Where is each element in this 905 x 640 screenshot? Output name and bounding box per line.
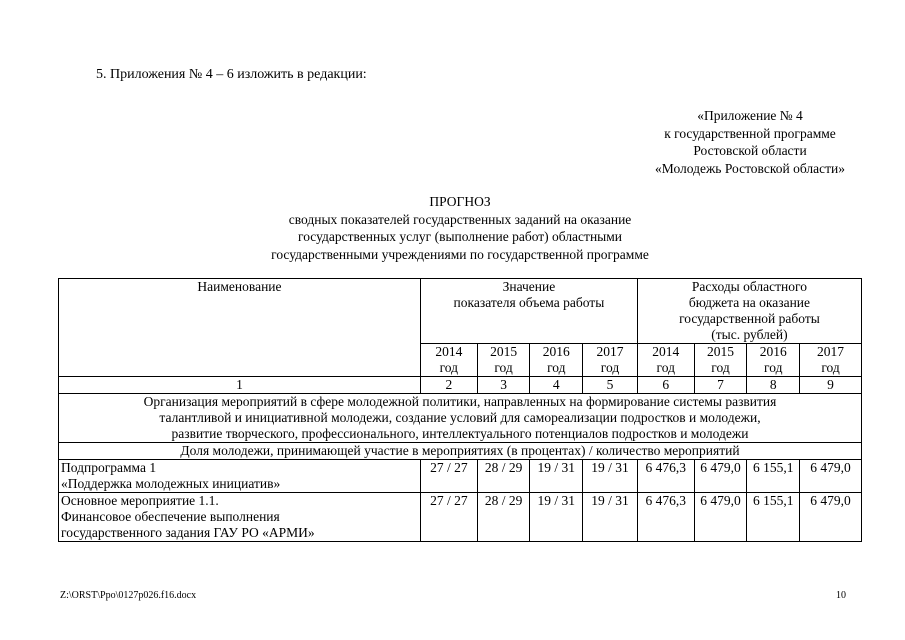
intro-text: 5. Приложения № 4 – 6 изложить в редакции: xyxy=(96,67,367,82)
expense-cell: 6 479,0 xyxy=(694,493,747,542)
year-header-cell xyxy=(800,344,862,377)
year-unit: год xyxy=(711,360,730,375)
row-name-line: государственного задания ГАУ РО «АРМИ» xyxy=(61,525,315,540)
year-header-cell xyxy=(583,344,638,377)
header-expense-line: бюджета на оказание xyxy=(688,295,811,310)
year-header-cell xyxy=(637,344,694,377)
column-number: 9 xyxy=(800,377,862,394)
column-number: 6 xyxy=(637,377,694,394)
row-name-line: Подпрограмма 1 xyxy=(61,460,157,475)
column-number: 1 xyxy=(59,377,421,394)
title-line: государственными учреждениями по государственной программе xyxy=(271,246,649,262)
year-header-cell xyxy=(420,344,477,377)
row-name-line: «Поддержка молодежных инициатив» xyxy=(61,476,281,491)
expense-cell: 6 155,1 xyxy=(747,460,800,493)
forecast-table xyxy=(58,278,862,542)
indicator-heading: Доля молодежи, принимающей участие в мероприятиях (в процентах) / количество мероприятий xyxy=(59,443,862,460)
row-name xyxy=(59,460,421,493)
appendix-line: «Приложение № 4 xyxy=(697,108,803,123)
value-cell: 27 / 27 xyxy=(420,493,477,542)
title-line: ПРОГНОЗ xyxy=(429,194,491,209)
year-header-cell xyxy=(747,344,800,377)
value-cell: 27 / 27 xyxy=(420,460,477,493)
expense-cell: 6 155,1 xyxy=(747,493,800,542)
value-cell: 19 / 31 xyxy=(530,493,583,542)
expense-cell: 6 479,0 xyxy=(800,460,862,493)
page-number: 10 xyxy=(836,590,846,601)
header-expense-line: Расходы областного xyxy=(691,279,807,294)
column-number: 4 xyxy=(530,377,583,394)
header-name: Наименование xyxy=(197,279,282,294)
header-expense-group xyxy=(637,279,861,344)
column-number: 7 xyxy=(694,377,747,394)
appendix-heading xyxy=(600,107,900,177)
value-cell: 19 / 31 xyxy=(583,493,638,542)
year-label: 2016 xyxy=(759,344,787,359)
value-cell: 28 / 29 xyxy=(477,460,530,493)
footer-file-path: Z:\ORST\Ppo\0127p026.f16.docx xyxy=(60,590,197,601)
expense-cell: 6 476,3 xyxy=(637,493,694,542)
header-name-cell xyxy=(59,279,421,377)
year-unit: год xyxy=(821,360,840,375)
table-row xyxy=(59,460,862,493)
appendix-line: «Молодежь Ростовской области» xyxy=(655,160,845,176)
expense-cell: 6 479,0 xyxy=(800,493,862,542)
expense-cell: 6 479,0 xyxy=(694,460,747,493)
header-value-line: показателя объема работы xyxy=(453,295,605,310)
table-row xyxy=(59,493,862,542)
header-value-group xyxy=(420,279,637,344)
value-cell: 19 / 31 xyxy=(530,460,583,493)
section-heading xyxy=(59,394,862,443)
column-number: 2 xyxy=(420,377,477,394)
column-number: 5 xyxy=(583,377,638,394)
year-header-cell xyxy=(530,344,583,377)
title-line: сводных показателей государственных заданий на оказание xyxy=(288,211,632,227)
header-expense-line: (тыс. рублей) xyxy=(711,327,788,342)
row-name xyxy=(59,493,421,542)
year-unit: год xyxy=(439,360,459,375)
section-line: Организация мероприятий в сфере молодежной политики, направленных на формирование системы развития xyxy=(143,394,777,409)
year-label: 2014 xyxy=(435,344,463,359)
year-unit: год xyxy=(494,360,513,375)
year-label: 2017 xyxy=(817,344,845,359)
column-number: 8 xyxy=(747,377,800,394)
year-header-cell xyxy=(477,344,530,377)
value-cell: 19 / 31 xyxy=(583,460,638,493)
year-label: 2016 xyxy=(542,344,570,359)
expense-cell: 6 476,3 xyxy=(637,460,694,493)
year-label: 2017 xyxy=(596,344,624,359)
year-label: 2015 xyxy=(707,344,735,359)
column-number: 3 xyxy=(477,377,530,394)
title-line: государственных услуг (выполнение работ) областными xyxy=(298,229,622,244)
appendix-line: к государственной программе xyxy=(664,125,836,141)
section-line: талантливой и инициативной молодежи, создание условий для самореализации подростков и молодежи, xyxy=(159,410,761,425)
year-label: 2014 xyxy=(652,344,680,359)
year-unit: год xyxy=(600,360,620,375)
header-value-line: Значение xyxy=(502,279,556,294)
year-unit: год xyxy=(547,360,566,375)
row-name-line: Финансовое обеспечение выполнения xyxy=(61,509,280,524)
year-unit: год xyxy=(764,360,783,375)
year-label: 2015 xyxy=(490,344,518,359)
header-expense-line: государственной работы xyxy=(679,311,820,326)
document-title xyxy=(200,193,720,263)
value-cell: 28 / 29 xyxy=(477,493,530,542)
section-line: развитие творческого, профессионального, интеллектуального потенциалов подростков и молодежи xyxy=(171,426,749,441)
row-name-line: Основное мероприятие 1.1. xyxy=(61,493,219,508)
year-unit: год xyxy=(656,360,675,375)
appendix-line: Ростовской области xyxy=(693,143,807,158)
year-header-cell xyxy=(694,344,747,377)
